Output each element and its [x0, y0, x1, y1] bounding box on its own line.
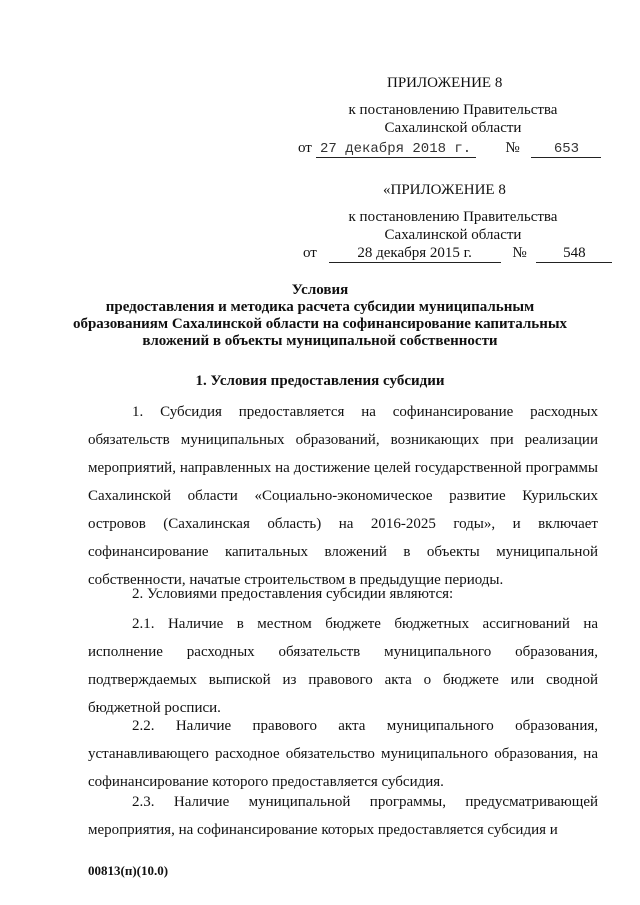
appendix-title-new: ПРИЛОЖЕНИЕ 8 [387, 75, 503, 91]
title-line-2: предоставления и методика расчета субсидии муниципальным [105, 299, 535, 315]
paragraph-2-3: 2.3. Наличие муниципальной программы, предусматривающей мероприятия, на софинансирование которых предоставляется субсидия и [88, 794, 598, 838]
from-label: от [298, 140, 312, 156]
number-label: № [505, 140, 520, 156]
region-old: Сахалинской области [384, 227, 522, 243]
title-line-1: Условия [291, 282, 349, 298]
date-line-new [298, 140, 601, 158]
document-code: 00813(п)(10.0) [88, 863, 169, 878]
date-value: 27 декабря 2018 г. [316, 141, 476, 158]
date-value: 28 декабря 2015 г. [329, 245, 501, 263]
date-line-old [303, 245, 612, 263]
paragraph-2: 2. Условиями предоставления субсидии являются: [132, 586, 454, 602]
section-heading: 1. Условия предоставления субсидии [195, 373, 445, 389]
to-resolution-old: к постановлению Правительства [348, 209, 558, 225]
to-resolution-new: к постановлению Правительства [348, 102, 558, 118]
appendix-title-old: «ПРИЛОЖЕНИЕ 8 [383, 182, 506, 198]
title-line-3: образованиям Сахалинской области на софинансирование капитальных [72, 316, 568, 332]
paragraph-2-2: 2.2. Наличие правового акта муниципального образования, устанавливающего расходное обязательство муниципального образования, на софинансирование которого предоставляется субсидия. [88, 718, 598, 790]
region-new: Сахалинской области [384, 120, 522, 136]
from-label: от [303, 245, 317, 261]
paragraph-1: 1. Субсидия предоставляется на софинансирование расходных обязательств муниципальных образований, возникающих при реализации мероприятий, направленных на достижение целей государственной программы Сахалинской области «Социально-экономическое развитие Курильских островов (Сахалинская область) на 2016-2025 годы», и включает софинансирование капитальных вложений в объекты муниципальной собственности, начатые строительством в предыдущие периоды. [88, 404, 598, 588]
number-label: № [512, 245, 527, 261]
paragraph-2-1: 2.1. Наличие в местном бюджете бюджетных ассигнований на исполнение расходных обязательств муниципального образования, подтверждаемых выпиской из правового акта о бюджете или сводной бюджетной росписи. [88, 616, 598, 716]
number-value: 548 [536, 245, 612, 263]
title-line-4: вложений в объекты муниципальной собственности [142, 333, 498, 349]
number-value: 653 [531, 141, 601, 158]
doc-title [60, 282, 580, 350]
